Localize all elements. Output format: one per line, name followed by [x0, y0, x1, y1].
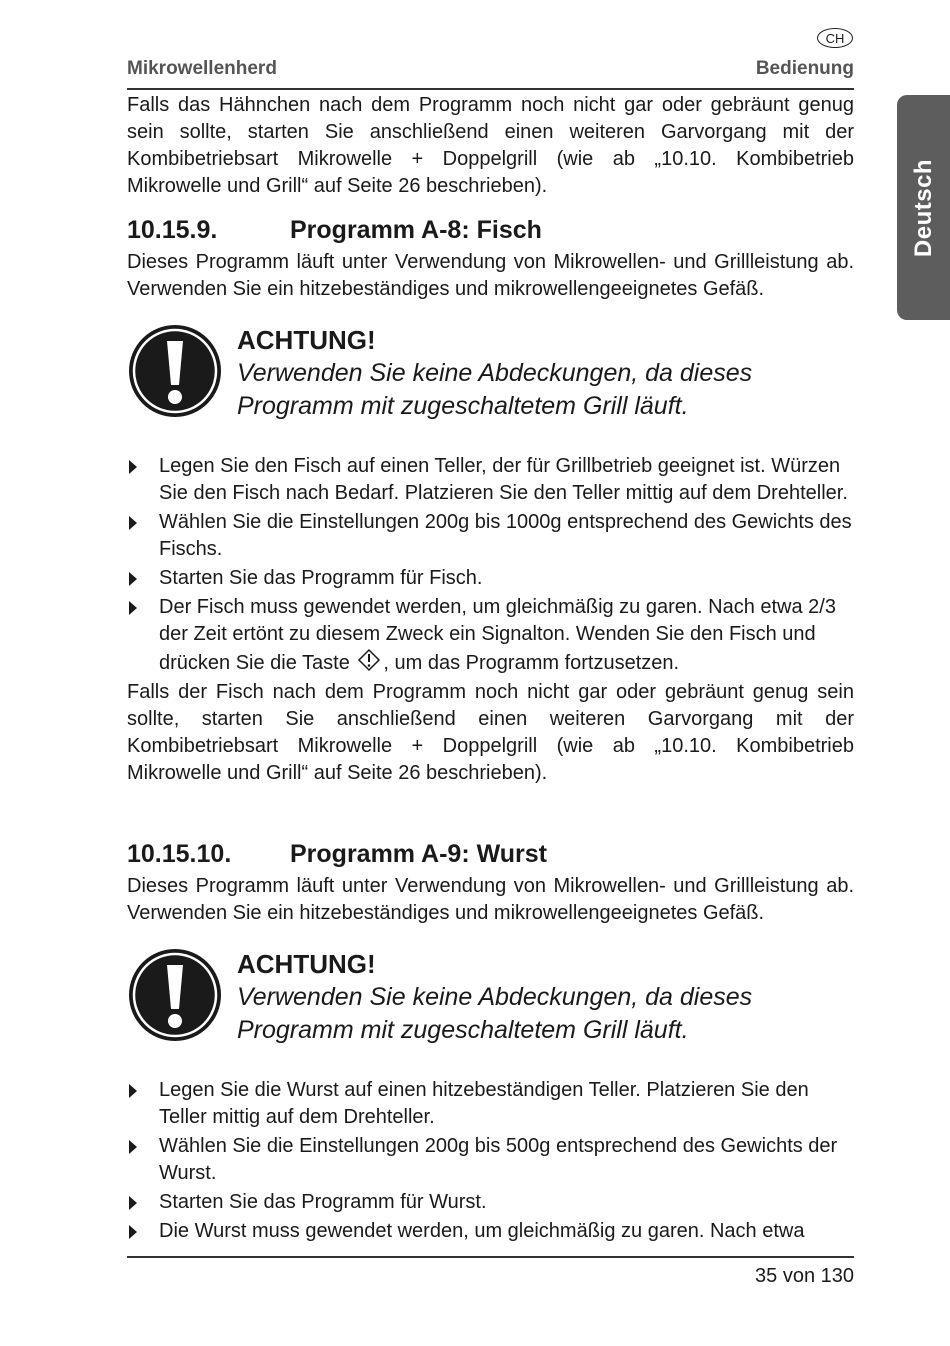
step-text: Starten Sie das Programm für Wurst. [159, 1191, 487, 1213]
section-description: Dieses Programm läuft unter Verwendung von Mikrowellen- und Grillleistung ab. Verwenden Sie ein hitzebeständiges und mikrowellengeeignetes Gefäß. [127, 251, 854, 300]
step-text-suffix: , um das Programm fortzusetzen. [383, 652, 680, 674]
triangle-bullet-icon [129, 1196, 137, 1210]
section-fisch [127, 213, 854, 787]
warning-text: Verwenden Sie keine Abdeckungen, da dieses Programm mit zugeschaltetem Grill läuft. [237, 359, 753, 420]
list-item [127, 594, 854, 677]
footer-divider [127, 1256, 854, 1258]
list-item [127, 1189, 854, 1216]
header-divider [127, 88, 854, 90]
warning-box [127, 323, 854, 433]
section-title: Programm A-8: Fisch [290, 216, 542, 244]
header-left-title: Mikrowellenherd [127, 58, 277, 79]
step-text: Legen Sie die Wurst auf einen hitzebeständigen Teller. Platzieren Sie den Teller mittig auf dem Drehteller. [159, 1079, 809, 1128]
triangle-bullet-icon [129, 572, 137, 586]
list-item [127, 509, 854, 563]
step-text: Die Wurst muss gewendet werden, um gleichmäßig zu garen. Nach etwa [159, 1220, 805, 1242]
warning-box [127, 947, 854, 1057]
language-tab-label: Deutsch [909, 158, 937, 257]
list-item [127, 453, 854, 507]
triangle-bullet-icon [129, 460, 137, 474]
step-text: Starten Sie das Programm für Fisch. [159, 567, 483, 589]
step-text: Wählen Sie die Einstellungen 200g bis 1000g entsprechend des Gewichts des Fischs. [159, 511, 852, 560]
steps-list [127, 453, 854, 677]
warning-title: ACHTUNG! [237, 325, 376, 355]
section-title: Programm A-9: Wurst [290, 840, 547, 868]
triangle-bullet-icon [129, 1140, 137, 1154]
warning-text: Verwenden Sie keine Abdeckungen, da dieses Programm mit zugeschaltetem Grill läuft. [237, 983, 753, 1044]
section-heading [127, 213, 854, 247]
triangle-bullet-icon [129, 1225, 137, 1239]
list-item [127, 565, 854, 592]
language-side-tab [897, 95, 950, 320]
step-text: Legen Sie den Fisch auf einen Teller, der für Grillbetrieb geeignet ist. Würzen Sie den Fisch nach Bedarf. Platzieren Sie den Teller mittig auf dem Drehteller. [159, 455, 848, 504]
exclamation-circle-icon [127, 947, 223, 1043]
section-heading [127, 837, 854, 871]
triangle-bullet-icon [129, 601, 137, 615]
section-wurst [127, 837, 854, 1247]
intro-paragraph: Falls das Hähnchen nach dem Programm noch nicht gar oder gebräunt genug sein sollte, starten Sie anschließend einen weiteren Garvorgang mit der Kombibetriebsart Mikrowelle + Doppelgrill (wie ab „10.10. Kombibetrieb Mikrowelle und Grill“ auf Seite 26 beschrieben). [127, 94, 854, 197]
start-key-icon [357, 648, 381, 672]
step-text: Der Fisch muss gewendet werden, um gleichmäßig zu garen. Nach etwa 2/3 der Zeit ertönt zu diesem Zweck ein Signalton. Wenden Sie den Fisch und drücken Sie die Taste [159, 596, 836, 674]
step-text: Wählen Sie die Einstellungen 200g bis 500g entsprechend des Gewichts der Wurst. [159, 1135, 838, 1184]
triangle-bullet-icon [129, 1084, 137, 1098]
section-number: 10.15.10. [127, 840, 232, 868]
steps-list [127, 1077, 854, 1245]
triangle-bullet-icon [129, 516, 137, 530]
intro-block [127, 92, 854, 200]
page-number: 35 von 130 [755, 1265, 854, 1287]
country-badge: CH [817, 28, 853, 48]
list-item [127, 1077, 854, 1131]
header-right-title: Bedienung [755, 58, 854, 79]
exclamation-circle-icon [127, 323, 223, 419]
section-description: Dieses Programm läuft unter Verwendung von Mikrowellen- und Grillleistung ab. Verwenden Sie ein hitzebeständiges und mikrowellengeeignetes Gefäß. [127, 875, 854, 924]
list-item [127, 1218, 854, 1245]
list-item [127, 1133, 854, 1187]
warning-title: ACHTUNG! [237, 949, 376, 979]
section-number: 10.15.9. [127, 216, 218, 244]
section-closing: Falls der Fisch nach dem Programm noch nicht gar oder gebräunt genug sein sollte, starten Sie anschließend einen weiteren Garvorgang mit der Kombibetriebsart Mikrowelle + Doppelgrill (wie ab „10.10. Kombibetrieb Mikrowelle und Grill“ auf Seite 26 beschrieben). [127, 681, 854, 784]
